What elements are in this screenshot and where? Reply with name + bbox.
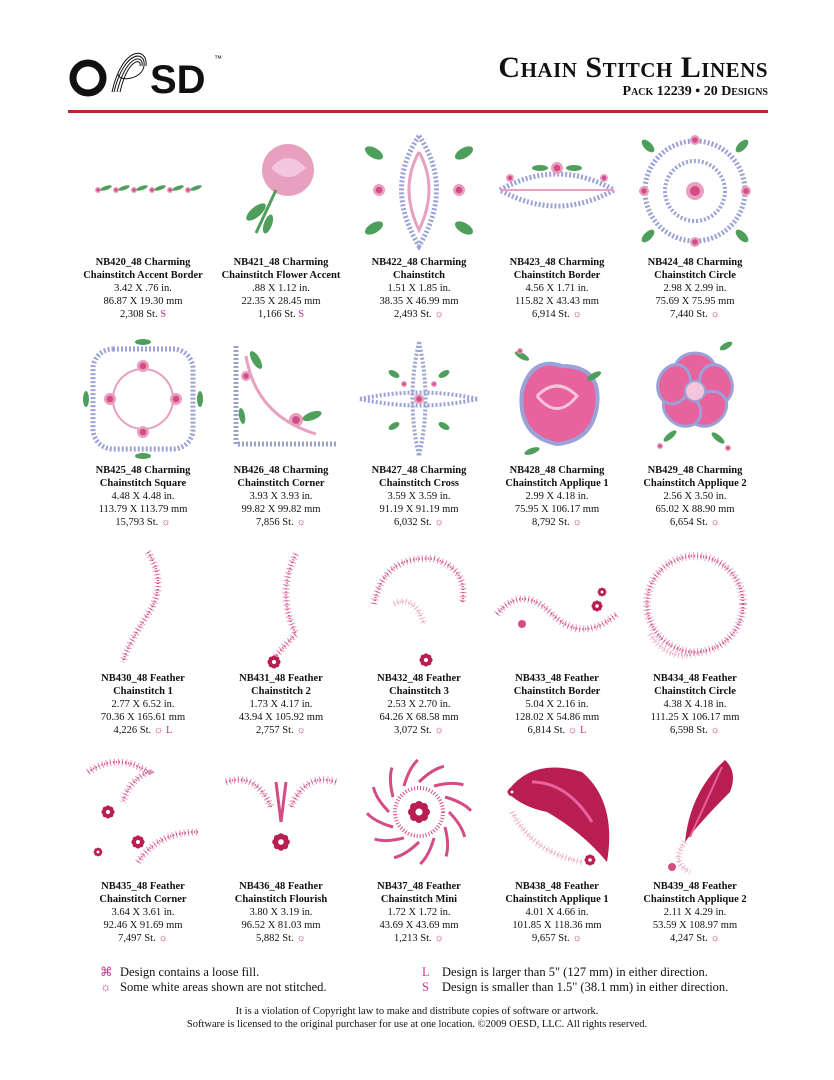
header-rule: [68, 110, 768, 113]
design-name: NB422_48 Charming: [371, 257, 467, 268]
design-title: Chainstitch 1: [113, 686, 173, 697]
design-name: NB437_48 Feather: [377, 881, 461, 892]
design-card: [626, 540, 764, 748]
design-stitch-line: [488, 932, 626, 945]
stitch-count: 1,166 St.: [257, 309, 296, 320]
design-symbol: ☼: [434, 517, 444, 528]
design-stitch-line: [626, 724, 764, 737]
fborder-embroidery-image: [492, 544, 622, 670]
design-size-inches: 1.72 X 1.72 in.: [387, 907, 451, 918]
design-symbol: ☼ L: [153, 725, 173, 736]
design-title: Chainstitch Flourish: [234, 894, 328, 905]
design-size-mm: 64.26 X 68.58 mm: [379, 712, 459, 723]
design-title: Chainstitch Corner: [99, 894, 187, 905]
design-card: [488, 332, 626, 540]
stitch-count: 2,308 St.: [119, 309, 158, 320]
fcorner-embroidery-image: [78, 752, 208, 878]
design-symbol: ☼: [572, 933, 582, 944]
legend-loose-text: Design contains a loose fill.: [120, 965, 260, 979]
footer-line-2: Software is licensed to the original purchaser for use at one location. ©2009 OESD, LLC. All rights reserved.: [186, 1019, 648, 1030]
design-name: NB428_48 Charming: [509, 465, 605, 476]
cross-embroidery-image: [354, 336, 484, 462]
white-area-icon: ☼: [100, 980, 112, 994]
design-size-mm: 86.87 X 19.30 mm: [103, 296, 183, 307]
design-size-inches: 4.48 X 4.48 in.: [111, 491, 175, 502]
design-size-inches: 4.56 X 1.71 in.: [525, 283, 589, 294]
design-title: Chainstitch Square: [99, 478, 187, 489]
design-card: [626, 332, 764, 540]
stitch-count: 6,598 St.: [670, 725, 708, 736]
design-title: Chainstitch Mini: [380, 894, 458, 905]
design-size-inches: 4.01 X 4.66 in.: [525, 907, 589, 918]
design-card: [74, 748, 212, 956]
design-size-mm: 65.02 X 88.90 mm: [655, 504, 735, 515]
design-size-inches: 5.04 X 2.16 in.: [525, 699, 589, 710]
design-stitch-line: [74, 516, 212, 529]
design-card: [626, 124, 764, 332]
design-size-inches: 2.99 X 4.18 in.: [525, 491, 589, 502]
stitch-count: 6,654 St.: [670, 517, 708, 528]
stitch-count: 2,757 St.: [256, 725, 294, 736]
design-stitch-line: [212, 308, 350, 321]
design-stitch-line: [212, 932, 350, 945]
legend-loose-fill: [100, 965, 420, 980]
design-stitch-line: [488, 724, 626, 737]
design-size-mm: 115.82 X 43.43 mm: [515, 296, 599, 307]
design-size-mm: 111.25 X 106.17 mm: [650, 712, 740, 723]
stitch-count: 4,247 St.: [670, 933, 708, 944]
design-stitch-line: [212, 724, 350, 737]
design-symbol: ☼: [160, 517, 171, 528]
design-card: [350, 540, 488, 748]
design-symbol: ☼: [434, 725, 444, 736]
design-card: [74, 540, 212, 748]
legend-large: [422, 965, 762, 980]
design-name: NB439_48 Feather: [653, 881, 737, 892]
design-size-mm: 91.19 X 91.19 mm: [379, 504, 459, 515]
design-size-mm: 92.46 X 91.69 mm: [103, 920, 183, 931]
design-card: [488, 124, 626, 332]
design-title: Chainstitch Cross: [378, 478, 460, 489]
oval-embroidery-image: [354, 128, 484, 254]
stitch-count: 7,856 St.: [256, 517, 294, 528]
legend-white-areas: [100, 980, 420, 995]
design-card: [350, 124, 488, 332]
design-card: [488, 748, 626, 956]
stitch-count: 5,882 St.: [256, 933, 294, 944]
design-name: NB431_48 Feather: [239, 673, 323, 684]
design-row: [74, 332, 764, 540]
design-size-inches: 2.98 X 2.99 in.: [663, 283, 727, 294]
design-title: Chainstitch Circle: [654, 686, 736, 697]
legend-large-text: Design is larger than 5" (127 mm) in either direction.: [442, 965, 708, 979]
design-stitch-line: [350, 724, 488, 737]
design-stitch-line: [626, 932, 764, 945]
design-size-inches: .88 X 1.12 in.: [252, 283, 310, 294]
design-title: Chainstitch Flower Accent: [221, 270, 341, 281]
design-size-mm: 101.85 X 118.36 mm: [512, 920, 602, 931]
design-name: NB432_48 Feather: [377, 673, 461, 684]
design-card: [626, 748, 764, 956]
fapp1-embroidery-image: [492, 752, 622, 878]
design-stitch-line: [626, 308, 764, 321]
design-size-mm: 70.36 X 165.61 mm: [100, 712, 186, 723]
rose-embroidery-image: [216, 128, 346, 254]
design-symbol: ☼: [296, 725, 306, 736]
stitch-count: 6,914 St.: [532, 309, 570, 320]
design-card: [350, 748, 488, 956]
design-title: Chainstitch Applique 1: [505, 894, 609, 905]
stitch-count: 6,814 St.: [527, 725, 566, 736]
fcircle-embroidery-image: [630, 544, 760, 670]
design-name: NB434_48 Feather: [653, 673, 737, 684]
feather3-embroidery-image: [354, 544, 484, 670]
design-symbol: ☼ L: [567, 725, 587, 736]
design-title: Chainstitch Applique 1: [505, 478, 609, 489]
legend-small-text: Design is smaller than 1.5" (38.1 mm) in either direction.: [442, 980, 729, 994]
design-symbol: ☼: [434, 933, 444, 944]
design-card: [350, 332, 488, 540]
design-card: [212, 540, 350, 748]
design-title: Chainstitch Circle: [654, 270, 736, 281]
design-size-mm: 99.82 X 99.82 mm: [241, 504, 321, 515]
design-symbol: ☼: [572, 517, 582, 528]
design-size-inches: 1.73 X 4.17 in.: [249, 699, 313, 710]
design-title: Chainstitch 3: [389, 686, 449, 697]
design-name: NB436_48 Feather: [239, 881, 323, 892]
design-symbol: S: [298, 309, 305, 320]
stitch-count: 6,032 St.: [394, 517, 432, 528]
design-name: NB433_48 Feather: [515, 673, 599, 684]
feather2-embroidery-image: [216, 544, 346, 670]
design-size-mm: 38.35 X 46.99 mm: [379, 296, 459, 307]
page-subtitle: Pack 12239 • 20 Designs: [622, 84, 768, 99]
design-size-mm: 22.35 X 28.45 mm: [241, 296, 321, 307]
design-size-inches: 1.51 X 1.85 in.: [387, 283, 451, 294]
trademark: ™: [214, 54, 222, 63]
footer-line-1: It is a violation of Copyright law to make and distribute copies of software or artwork.: [235, 1006, 599, 1017]
flourish-embroidery-image: [216, 752, 346, 878]
stitch-count: 1,213 St.: [394, 933, 432, 944]
design-stitch-line: [350, 308, 488, 321]
stitch-count: 9,657 St.: [532, 933, 570, 944]
design-name: NB435_48 Feather: [101, 881, 185, 892]
design-symbol: ☼: [296, 517, 306, 528]
design-size-inches: 3.93 X 3.93 in.: [249, 491, 313, 502]
oesd-logo: [66, 52, 226, 102]
design-symbol: ☼: [158, 933, 168, 944]
corner-embroidery-image: [216, 336, 346, 462]
design-name: NB438_48 Feather: [515, 881, 599, 892]
design-size-mm: 43.94 X 105.92 mm: [238, 712, 324, 723]
applique-rose-embroidery-image: [492, 336, 622, 462]
feather-embroidery-image: [78, 544, 208, 670]
page-title: Chain Stitch Linens: [498, 51, 768, 84]
design-symbol: ☼: [710, 517, 720, 528]
design-title: Chainstitch Corner: [237, 478, 325, 489]
design-name: NB423_48 Charming: [509, 257, 605, 268]
design-name: NB430_48 Feather: [101, 673, 185, 684]
design-grid: [74, 124, 764, 956]
design-size-inches: 2.77 X 6.52 in.: [111, 699, 175, 710]
design-title: Chainstitch Border: [513, 686, 601, 697]
design-row: [74, 540, 764, 748]
logo-mark: [66, 52, 226, 102]
design-name: NB427_48 Charming: [371, 465, 467, 476]
design-size-inches: 4.38 X 4.18 in.: [663, 699, 727, 710]
design-name: NB429_48 Charming: [647, 465, 743, 476]
design-symbol: ☼: [434, 309, 444, 320]
design-row: [74, 124, 764, 332]
design-card: [74, 124, 212, 332]
design-card: [488, 540, 626, 748]
large-icon: L: [422, 965, 430, 979]
border-embroidery-image: [492, 128, 622, 254]
design-name: NB420_48 Charming: [95, 257, 191, 268]
design-size-inches: 2.53 X 2.70 in.: [387, 699, 451, 710]
design-stitch-line: [488, 308, 626, 321]
circle-embroidery-image: [630, 128, 760, 254]
design-stitch-line: [626, 516, 764, 529]
border-small-embroidery-image: [78, 128, 208, 254]
design-name: NB426_48 Charming: [233, 465, 329, 476]
design-name: NB421_48 Charming: [233, 257, 329, 268]
design-card: [212, 748, 350, 956]
design-title: Chainstitch Applique 2: [643, 894, 747, 905]
copyright-footer: [0, 1005, 834, 1031]
stitch-count: 2,493 St.: [394, 309, 432, 320]
design-size-inches: 2.56 X 3.50 in.: [663, 491, 727, 502]
design-size-inches: 3.80 X 3.19 in.: [249, 907, 313, 918]
design-stitch-line: [350, 932, 488, 945]
design-size-mm: 128.02 X 54.86 mm: [514, 712, 600, 723]
design-stitch-line: [488, 516, 626, 529]
design-symbol: ☼: [710, 725, 720, 736]
stitch-count: 3,072 St.: [394, 725, 432, 736]
design-card: [74, 332, 212, 540]
stitch-count: 7,440 St.: [670, 309, 708, 320]
header-title-block: [498, 52, 768, 100]
loose-fill-icon: ⌘: [100, 965, 113, 979]
design-stitch-line: [74, 724, 212, 737]
stitch-count: 7,497 St.: [118, 933, 156, 944]
design-card: [212, 332, 350, 540]
stitch-count: 4,226 St.: [113, 725, 152, 736]
design-size-inches: 3.64 X 3.61 in.: [111, 907, 175, 918]
design-title: Chainstitch: [393, 270, 445, 281]
logo-sd: SD: [150, 58, 206, 102]
design-card: [212, 124, 350, 332]
stitch-count: 8,792 St.: [532, 517, 570, 528]
square-embroidery-image: [78, 336, 208, 462]
design-size-mm: 96.52 X 81.03 mm: [241, 920, 321, 931]
design-stitch-line: [74, 308, 212, 321]
design-title: Chainstitch Accent Border: [83, 270, 203, 281]
design-size-mm: 75.95 X 106.17 mm: [514, 504, 600, 515]
design-stitch-line: [212, 516, 350, 529]
design-name: NB425_48 Charming: [95, 465, 191, 476]
legend-white-text: Some white areas shown are not stitched.: [120, 980, 327, 994]
design-title: Chainstitch Border: [513, 270, 601, 281]
design-symbol: ☼: [572, 309, 582, 320]
design-title: Chainstitch 2: [251, 686, 311, 697]
design-size-inches: 2.11 X 4.29 in.: [663, 907, 727, 918]
design-size-inches: 3.59 X 3.59 in.: [387, 491, 451, 502]
stitch-count: 15,793 St.: [115, 517, 159, 528]
design-title: Chainstitch Applique 2: [643, 478, 747, 489]
design-size-mm: 43.69 X 43.69 mm: [379, 920, 459, 931]
design-symbol: ☼: [710, 933, 720, 944]
design-size-mm: 75.69 X 75.95 mm: [655, 296, 735, 307]
design-stitch-line: [74, 932, 212, 945]
design-size-mm: 113.79 X 113.79 mm: [98, 504, 188, 515]
applique-flower-embroidery-image: [630, 336, 760, 462]
legend-small: [422, 980, 762, 995]
design-stitch-line: [350, 516, 488, 529]
fapp2-embroidery-image: [630, 752, 760, 878]
design-size-mm: 53.59 X 108.97 mm: [652, 920, 738, 931]
design-row: [74, 748, 764, 956]
design-symbol: S: [160, 309, 167, 320]
mini-embroidery-image: [354, 752, 484, 878]
design-size-inches: 3.42 X .76 in.: [114, 283, 172, 294]
design-symbol: ☼: [296, 933, 306, 944]
design-symbol: ☼: [710, 309, 720, 320]
small-icon: S: [422, 980, 429, 994]
design-name: NB424_48 Charming: [647, 257, 743, 268]
